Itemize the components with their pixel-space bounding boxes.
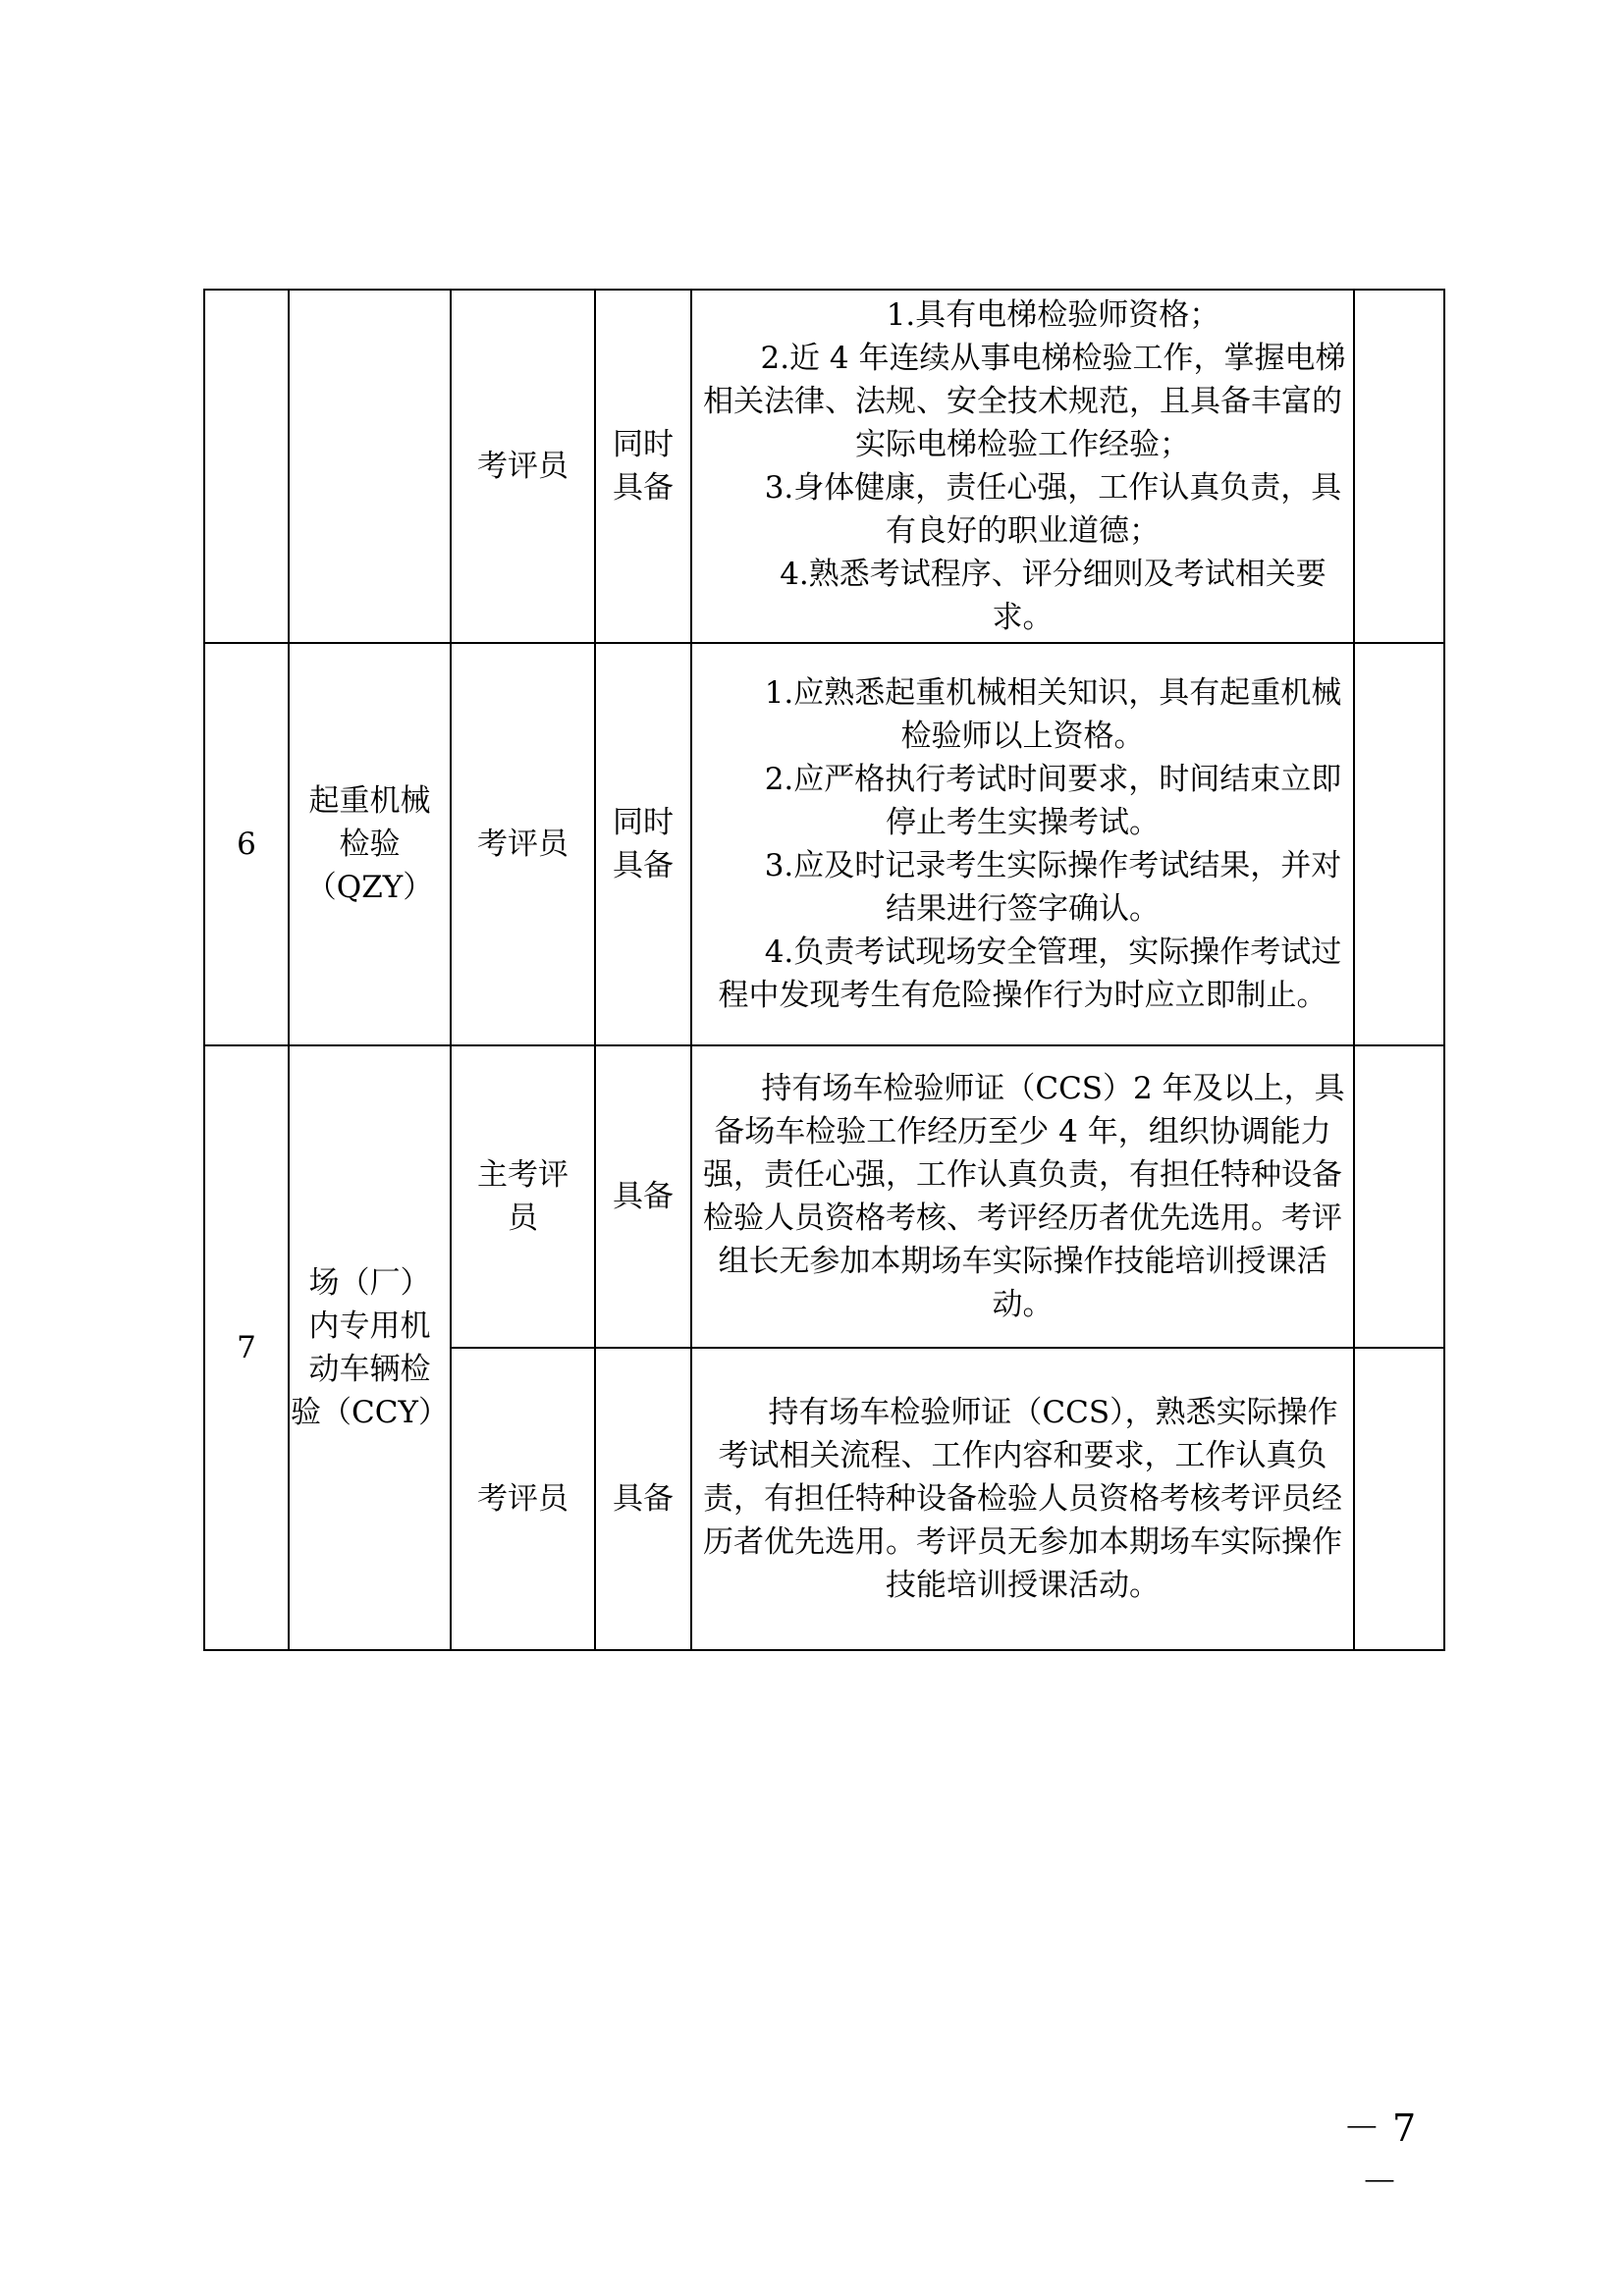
category-cell: 场（厂） 内专用机 动车辆检 验（CCY） xyxy=(289,1045,451,1650)
requirements-cell xyxy=(691,290,1354,643)
category-cell xyxy=(289,290,451,643)
requirement-item: 持有场车检验师证（CCS）2 年及以上，具备场车检验工作经历至少 4 年，组织协调能力强，责任心强，工作认真负责，有担任特种设备检验人员资格考核、考评经历者优先选用。考评组长无参加本期场车实际操作技能培训授课活动。 xyxy=(703,1071,1345,1322)
remark-cell xyxy=(1354,290,1444,643)
remark-cell xyxy=(1354,1045,1444,1348)
condition-cell: 同时 具备 xyxy=(595,643,691,1045)
requirement-item: 1.具有电梯检验师资格； xyxy=(886,297,1220,333)
requirement-item: 2.应严格执行考试时间要求，时间结束立即停止考生实操考试。 xyxy=(764,762,1342,840)
category-cell: 起重机械 检验 （QZY） xyxy=(289,643,451,1045)
page-number: － 7 － xyxy=(1342,2107,1417,2204)
seq-cell: 6 xyxy=(204,643,289,1045)
requirements-cell xyxy=(691,1348,1354,1650)
role-cell xyxy=(451,643,595,1045)
table-row xyxy=(204,290,1444,643)
condition-cell: 具备 xyxy=(595,1045,691,1348)
condition-cell: 具备 xyxy=(595,1348,691,1650)
requirement-item: 4.熟悉考试程序、评分细则及考试相关要求。 xyxy=(780,557,1326,635)
role-label: 考评员 xyxy=(477,827,568,862)
requirement-item: 1.应熟悉起重机械相关知识，具有起重机械检验师以上资格。 xyxy=(764,675,1342,754)
table-row xyxy=(204,1045,1444,1348)
role-cell: 主考评 员 xyxy=(451,1045,595,1348)
requirements-table xyxy=(203,289,1445,1651)
requirement-item: 3.应及时记录考生实际操作考试结果，并对结果进行签字确认。 xyxy=(764,848,1342,927)
condition-cell: 同时 具备 xyxy=(595,290,691,643)
requirement-item: 4.负责考试现场安全管理，实际操作考试过程中发现考生有危险操作行为时应立即制止。 xyxy=(718,934,1342,1013)
remark-cell xyxy=(1354,1348,1444,1650)
requirement-item: 3.身体健康，责任心强，工作认真负责，具有良好的职业道德； xyxy=(764,470,1342,549)
requirement-item: 2.近 4 年连续从事电梯检验工作，掌握电梯相关法律、法规、安全技术规范，且具备丰富的实际电梯检验工作经验； xyxy=(703,341,1346,462)
role-cell xyxy=(451,290,595,643)
requirements-cell xyxy=(691,1045,1354,1348)
seq-cell: 7 xyxy=(204,1045,289,1650)
remark-cell xyxy=(1354,643,1444,1045)
requirement-item: 持有场车检验师证（CCS），熟悉实际操作考试相关流程、工作内容和要求，工作认真负责，有担任特种设备检验人员资格考核考评员经历者优先选用。考评员无参加本期场车实际操作技能培训授课活动。 xyxy=(703,1395,1342,1603)
requirements-cell xyxy=(691,643,1354,1045)
role-label: 考评员 xyxy=(477,449,568,484)
table-row xyxy=(204,643,1444,1045)
seq-cell xyxy=(204,290,289,643)
role-cell: 考评员 xyxy=(451,1348,595,1650)
